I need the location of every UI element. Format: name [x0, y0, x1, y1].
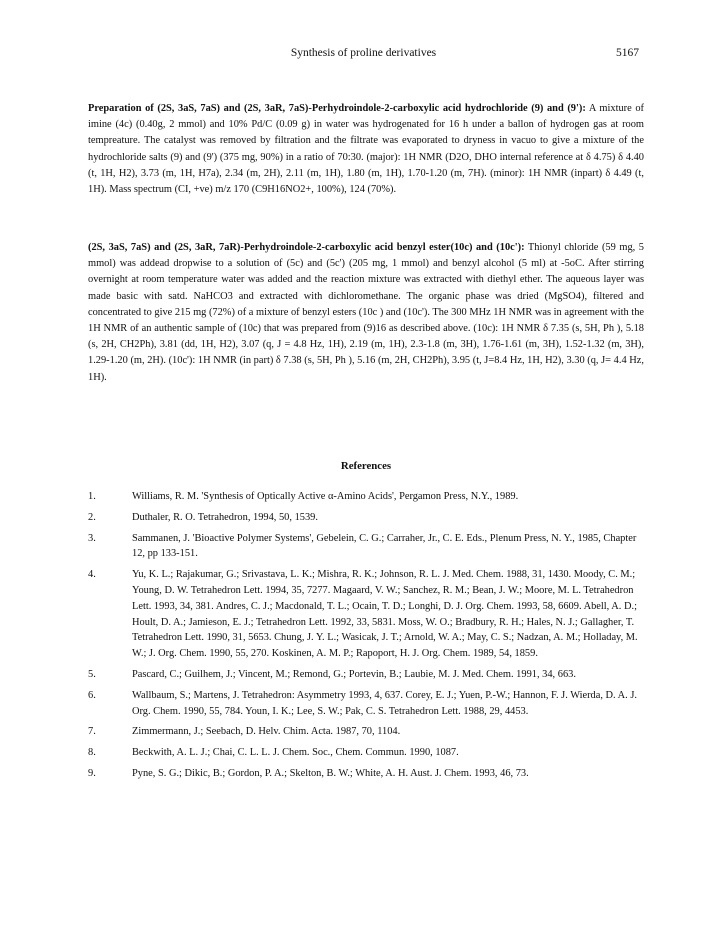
reference-text: Pascard, C.; Guilhem, J.; Vincent, M.; Remond, G.; Portevin, B.; Laubie, M. J. Med. Chem. 1991, 34, 663.: [132, 668, 576, 680]
paragraph-body: A mixture of imine (4c) (0.40g, 2 mmol) and 10% Pd/C (0.09 g) in water was hydrogenated for 16 h under a ballon of hydrogen gas at room tempreature. The catalyst was removed by filtration and the filtrate was evaporated to dryness in vacuo to give a mixture of the hydrochloride salts (9) and (9') (375 mg, 90%) in a ratio of 70:30. (major): 1H NMR (D2O, DHO internal reference at δ 4.75) δ 4.40 (t, 1H, H2), 3.73 (m, 1H, H7a), 2.34 (m, 2H), 2.11 (m, 1H), 1.80 (m, 1H), 1.70-1.20 (m, 7H). (minor): 1H NMR (inpart) δ 4.49 (t, 1H). Mass spectrum (CI, +ve) m/z 170 (C9H16NO2+, 100%), 124 (70%).: [88, 103, 644, 196]
reference-number: 9.: [88, 767, 96, 779]
reference-text: Yu, K. L.; Rajakumar, G.; Srivastava, L. K.; Mishra, R. K.; Johnson, R. L. J. Med. Chem. 1988, 31, 1430. Moody, C. M.; Young, D. W. Tetrahedron Lett. 1994, 35, 7277. Magaard, V. W.; Sanchez, R. M.; Bean, J. W.; Moore, M. L. Tetrahedron Lett. 1993, 34, 381. Andres, C. J.; Macdonald, T. L.; Ocain, T. D.; Longhi, D. J. Org. Chem. 1993, 58, 6609. Abell, A. D.; Hoult, D. A.; Jamieson, E. J.; Tetrahedron Lett. 1992, 33, 5831. Moss, W. O.; Bradbury, R. H.; Hales, N. J.; Gallagher, T. Tetrahedron Lett. 1990, 31, 5653. Chung, J. Y. L.; Wasicak, J. T.; Arnold, W. A.; May, C. S.; Nadzan, A. M.; Holladay, M. W.; J. Org. Chem. 1990, 55, 270. Koskinen, A. M. P.; Rapoport, H. J. Org. Chem. 1989, 54, 1859.: [132, 569, 638, 660]
experimental-paragraph-10c: [88, 240, 644, 386]
reference-text: Pyne, S. G.; Dikic, B.; Gordon, P. A.; Skelton, B. W.; White, A. H. Aust. J. Chem. 1993, 46, 73.: [132, 767, 529, 779]
reference-number: 6.: [88, 689, 96, 701]
reference-number: 7.: [88, 726, 96, 738]
experimental-paragraph-9: [88, 101, 644, 198]
reference-text: Beckwith, A. L. J.; Chai, C. L. L. J. Chem. Soc., Chem. Commun. 1990, 1087.: [132, 747, 459, 759]
paragraph-heading: Preparation of (2S, 3aS, 7aS) and (2S, 3aR, 7aS)-Perhydroindole-2-carboxylic acid hydrochloride (9) and (9'):: [88, 103, 586, 114]
reference-item: [88, 724, 644, 740]
reference-item: [88, 766, 644, 782]
reference-item: [88, 688, 644, 720]
page-header: [88, 47, 639, 63]
reference-number: 4.: [88, 569, 96, 581]
reference-number: 1.: [88, 491, 96, 502]
reference-item: [88, 510, 644, 526]
reference-text: Sammanen, J. 'Bioactive Polymer Systems', Gebelein, C. G.; Carraher, Jr., C. E. Eds., Plenum Press, N. Y., 1985, Chapter 12, pp 133-151.: [132, 532, 637, 560]
page-number: 5167: [616, 47, 639, 59]
running-title: Synthesis of proline derivatives: [290, 47, 437, 59]
reference-item: [88, 667, 644, 683]
paragraph-body: Thionyl chloride (59 mg, 5 mmol) was addead dropwise to a solution of (5c) and (5c') (205 mg, 1 mmol) and benzyl alcohol (5 ml) at -5oC. After stirring overnight at room temperature water was added and the reaction mixture was extracted with diethyl ether. The aqueous layer was made basic with satd. NaHCO3 and extracted with dichloromethane. The organic phase was dried (MgSO4), filtered and concentrated to give 215 mg (72%) of a mixture of benzyl esters (10c ) and (10c'). The 300 MHz 1H NMR was in agreement with the 1H NMR of an authentic sample of (10c) that was prepared from (9)16 as described above. (10c): 1H NMR δ 7.35 (s, 5H, Ph ), 5.18 (s, 2H, CH2Ph), 3.81 (dd, 1H, H2), 3.07 (q, J = 4.8 Hz, 1H), 2.19 (m, 1H), 2.3-1.8 (m, 3H), 1.76-1.61 (m, 3H), 1.52-1.32 (m, 3H), 1.29-1.20 (m, 2H). (10c'): 1H NMR (in part) δ 7.38 (s, 5H, Ph ), 5.16 (m, 2H, CH2Ph), 3.95 (t, J=8.4 Hz, 1H, H2), 3.30 (q, J= 4.4 Hz, 1H).: [88, 242, 644, 383]
reference-number: 5.: [88, 668, 96, 680]
reference-text: Wallbaum, S.; Martens, J. Tetrahedron: Asymmetry 1993, 4, 637. Corey, E. J.; Yuen, P.-W.; Hannon, F. J. Wierda, D. A. J. Org. Chem. 1990, 55, 784. Youn, I. K.; Lee, S. W.; Pak, C. S. Tetrahedron Lett. 1988, 29, 4453.: [132, 689, 638, 717]
reference-item: [88, 489, 644, 505]
reference-item: [88, 567, 644, 662]
reference-list: [88, 489, 644, 787]
reference-text: Zimmermann, J.; Seebach, D. Helv. Chim. Acta. 1987, 70, 1104.: [132, 726, 401, 738]
reference-item: [88, 745, 644, 761]
reference-item: [88, 531, 644, 563]
paragraph-heading: (2S, 3aS, 7aS) and (2S, 3aR, 7aR)-Perhydroindole-2-carboxylic acid benzyl ester(10c) and (10c'):: [88, 242, 525, 253]
reference-number: 2.: [88, 511, 96, 523]
reference-number: 3.: [88, 532, 96, 544]
references-heading: References: [340, 460, 392, 472]
reference-text: Williams, R. M. 'Synthesis of Optically Active α-Amino Acids', Pergamon Press, N.Y., 1989.: [132, 491, 519, 502]
reference-text: Duthaler, R. O. Tetrahedron, 1994, 50, 1539.: [132, 511, 318, 523]
reference-number: 8.: [88, 747, 96, 759]
